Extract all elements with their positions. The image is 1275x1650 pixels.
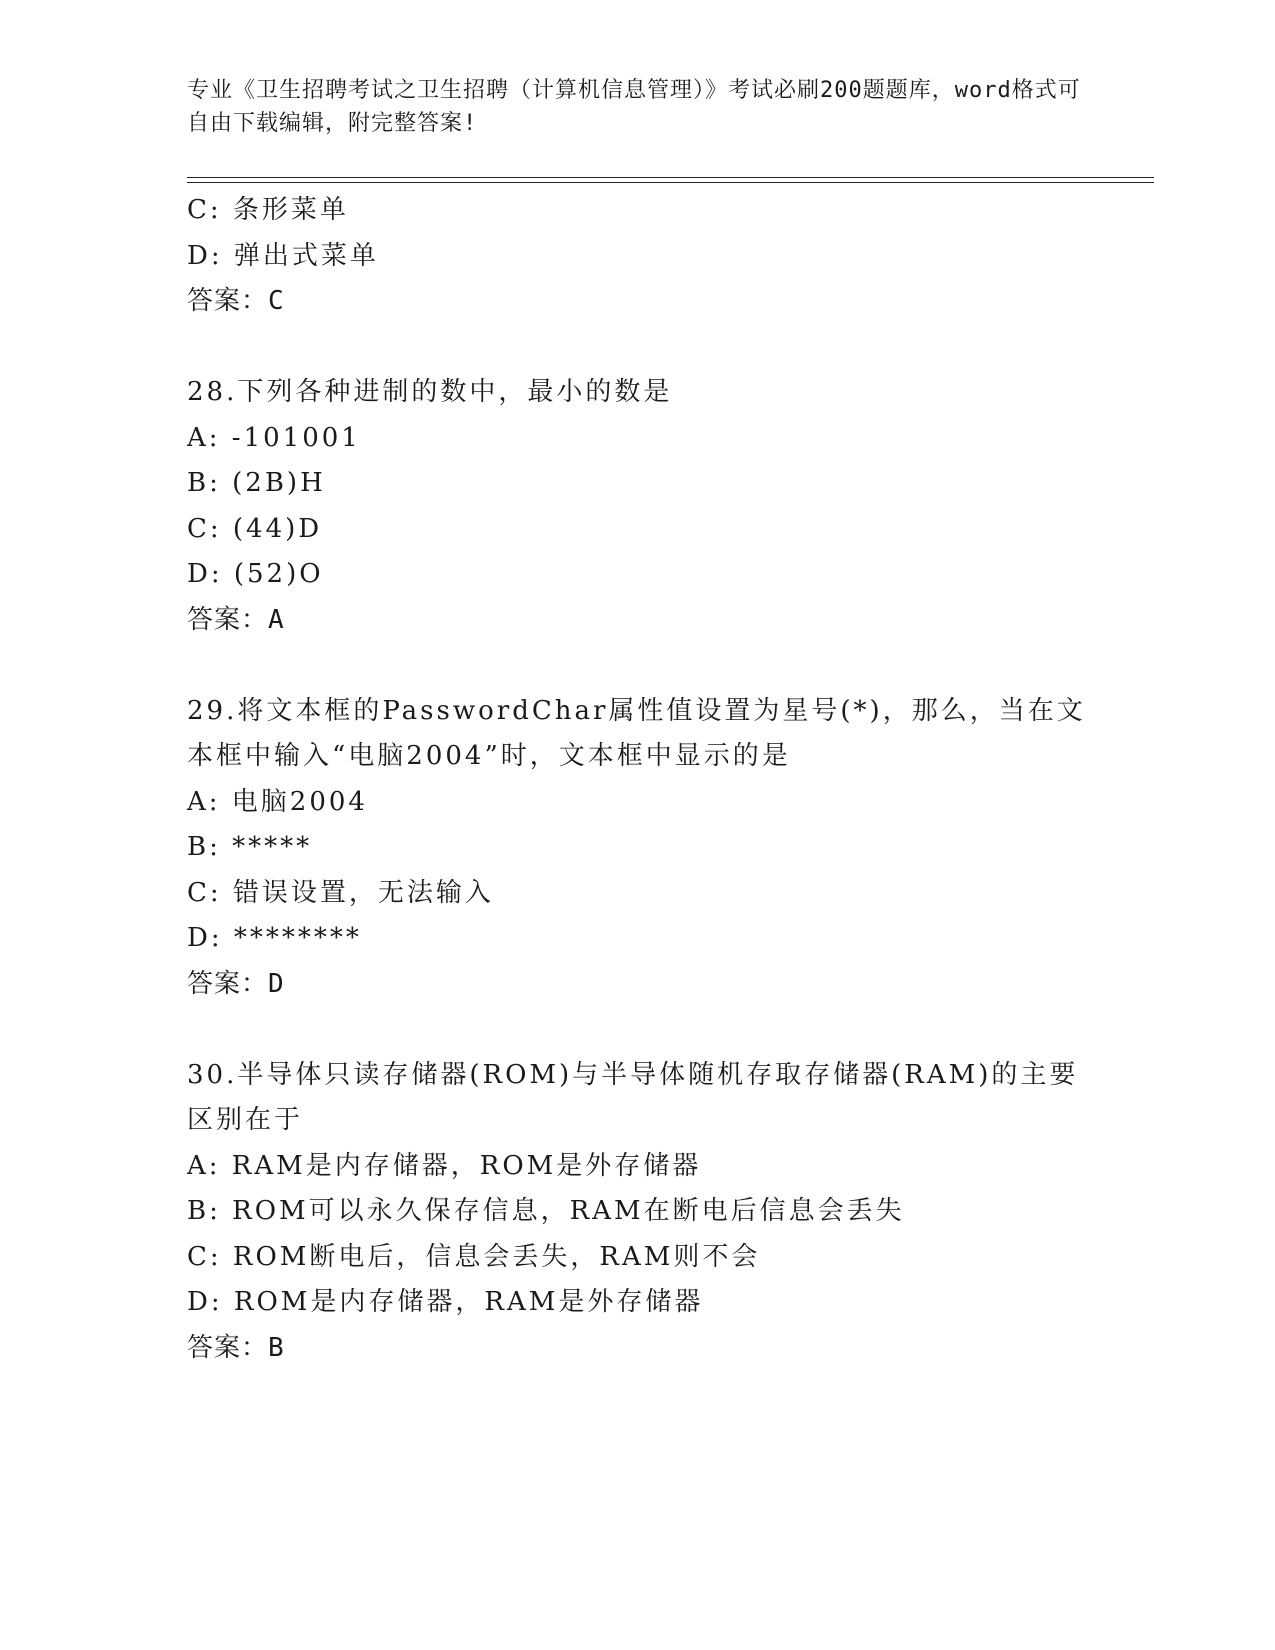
option-a: A: RAM是内存储器，ROM是外存储器 xyxy=(187,1150,702,1181)
option-d: D: (52)O xyxy=(187,559,324,589)
answer: 答案：B xyxy=(187,1332,285,1363)
option-a: A: 电脑2004 xyxy=(187,786,368,817)
option-c: C: (44)D xyxy=(187,513,323,544)
question-stem: 28.下列各种进制的数中，最小的数是 xyxy=(187,377,673,407)
header-divider-top xyxy=(187,177,1154,178)
spacer xyxy=(187,643,1087,689)
page-header: 专业《卫生招聘考试之卫生招聘（计算机信息管理）》考试必刷200题题库，word格式可自由下载编辑，附完整答案! xyxy=(187,78,1081,136)
spacer xyxy=(187,325,1087,371)
question-30 xyxy=(187,1053,1087,1372)
option-d: D: ******** xyxy=(187,923,362,953)
option-c: C: 错误设置，无法输入 xyxy=(187,877,494,908)
answer: 答案：D xyxy=(187,968,285,999)
question-27-continued xyxy=(187,188,1087,325)
spacer xyxy=(187,1007,1087,1053)
header-divider-bottom xyxy=(187,182,1154,183)
question-stem: 30.半导体只读存储器(ROM)与半导体随机存取存储器(RAM)的主要区别在于 xyxy=(187,1059,1079,1135)
answer: 答案：A xyxy=(187,604,285,635)
option-c: C: ROM断电后，信息会丢失，RAM则不会 xyxy=(187,1241,761,1272)
question-stem: 29.将文本框的PasswordChar属性值设置为星号(*)，那么，当在文本框中输入“电脑2004”时，文本框中显示的是 xyxy=(187,695,1086,771)
option-a: A: -101001 xyxy=(187,422,361,453)
option-d: D: ROM是内存储器，RAM是外存储器 xyxy=(187,1287,704,1317)
question-28 xyxy=(187,370,1087,643)
option-b: B: ***** xyxy=(187,832,313,862)
option-d: D: 弹出式菜单 xyxy=(187,240,379,271)
question-list xyxy=(187,188,1087,1371)
question-29 xyxy=(187,689,1087,1008)
option-b: B: (2B)H xyxy=(187,468,326,498)
option-b: B: ROM可以永久保存信息，RAM在断电后信息会丢失 xyxy=(187,1196,905,1226)
answer: 答案：C xyxy=(187,286,285,316)
option-c: C: 条形菜单 xyxy=(187,195,349,225)
